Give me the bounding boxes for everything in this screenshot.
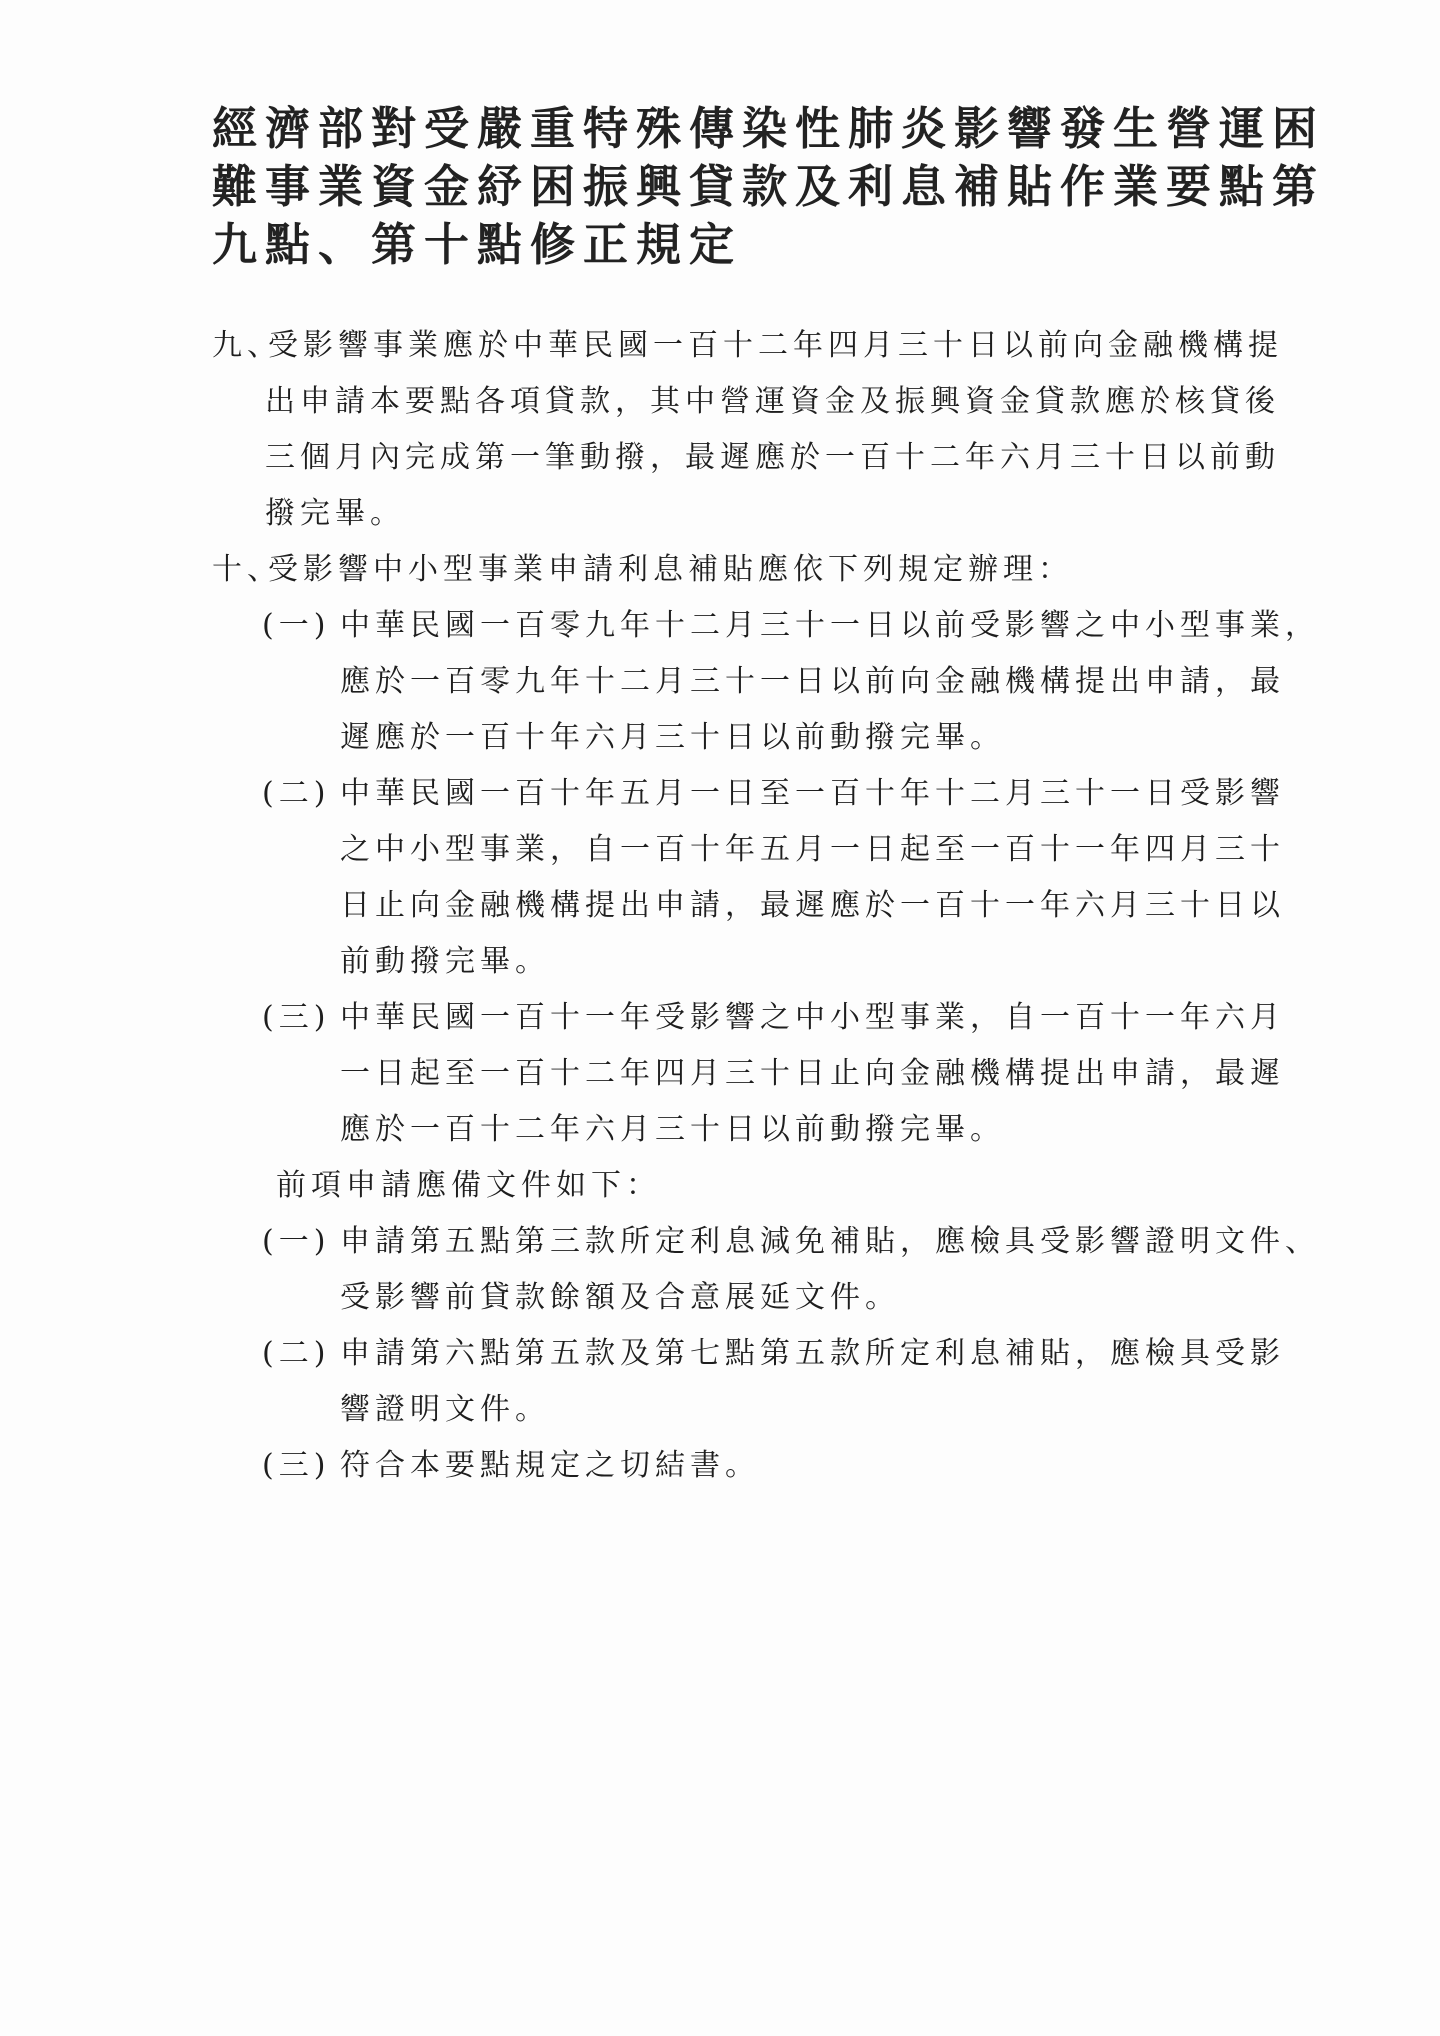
- text-line: 前動撥完畢。: [340, 944, 550, 979]
- text-line: 申請第六點第五款及第七點第五款所定利息補貼，應檢具受影: [340, 1336, 1285, 1371]
- subitem-text: [262, 766, 1292, 990]
- text-line: 中華民國一百十年五月一日至一百十年十二月三十一日受影響: [340, 776, 1285, 811]
- text-line: 應於一百十二年六月三十日以前動撥完畢。: [340, 1112, 1005, 1147]
- document-item-1: [262, 1214, 1320, 1326]
- document-item-2: [262, 1326, 1292, 1438]
- subitem-text: [262, 990, 1292, 1158]
- text-line: 出申請本要點各項貸款，其中營運資金及振興資金貸款應於核貸後: [265, 384, 1280, 419]
- text-line: 一日起至一百十二年四月三十日止向金融機構提出申請，最遲: [340, 1056, 1285, 1091]
- item-9: [212, 318, 1292, 542]
- text-line: 符合本要點規定之切結書。: [340, 1448, 760, 1483]
- subitem-marker: (三): [262, 1000, 331, 1035]
- item-marker: 九、: [212, 328, 282, 363]
- title-line: 經濟部對受嚴重特殊傳染性肺炎影響發生營運困: [212, 102, 1326, 155]
- document-body: [212, 318, 1320, 1494]
- title-line: 九點、第十點修正規定: [212, 218, 743, 271]
- subitem-marker: (一): [262, 608, 331, 643]
- subitem-marker: (二): [262, 776, 331, 811]
- subitem-marker: (三): [262, 1448, 331, 1483]
- document-title: [212, 100, 1326, 274]
- item-text: [212, 542, 1292, 598]
- subitem-text: [262, 1214, 1320, 1326]
- item-10: [212, 542, 1292, 598]
- subitem-marker: (二): [262, 1336, 331, 1371]
- text-line: 撥完畢。: [265, 496, 405, 531]
- subitem-text: [262, 598, 1320, 766]
- text-line: 中華民國一百十一年受影響之中小型事業，自一百十一年六月: [340, 1000, 1285, 1035]
- item-marker: 十、: [212, 552, 282, 587]
- subitem-text: [262, 1438, 1292, 1494]
- item-text: [212, 318, 1292, 542]
- text-line: 日止向金融機構提出申請，最遲應於一百十一年六月三十日以: [340, 888, 1285, 923]
- text-line: 受影響前貸款餘額及合意展延文件。: [340, 1280, 900, 1315]
- title-line: 難事業資金紓困振興貸款及利息補貼作業要點第: [212, 160, 1326, 213]
- text-line: 應於一百零九年十二月三十一日以前向金融機構提出申請，最: [340, 664, 1285, 699]
- documents-intro: 前項申請應備文件如下：: [276, 1168, 661, 1203]
- text-line: 中華民國一百零九年十二月三十一日以前受影響之中小型事業，: [340, 608, 1320, 643]
- subitem-1: [262, 598, 1320, 766]
- text-line: 遲應於一百十年六月三十日以前動撥完畢。: [340, 720, 1005, 755]
- subitem-3: [262, 990, 1292, 1158]
- subitem-marker: (一): [262, 1224, 331, 1259]
- text-line: 之中小型事業，自一百十年五月一日起至一百十一年四月三十: [340, 832, 1285, 867]
- text-line: 三個月內完成第一筆動撥，最遲應於一百十二年六月三十日以前動: [265, 440, 1280, 475]
- document-item-3: [262, 1438, 1292, 1494]
- text-line: 響證明文件。: [340, 1392, 550, 1427]
- subitem-text: [262, 1326, 1292, 1438]
- text-line: 受影響中小型事業申請利息補貼應依下列規定辦理：: [268, 552, 1073, 587]
- text-line: 受影響事業應於中華民國一百十二年四月三十日以前向金融機構提: [268, 328, 1283, 363]
- subitem-2: [262, 766, 1292, 990]
- text-line: 申請第五點第三款所定利息減免補貼，應檢具受影響證明文件、: [340, 1224, 1320, 1259]
